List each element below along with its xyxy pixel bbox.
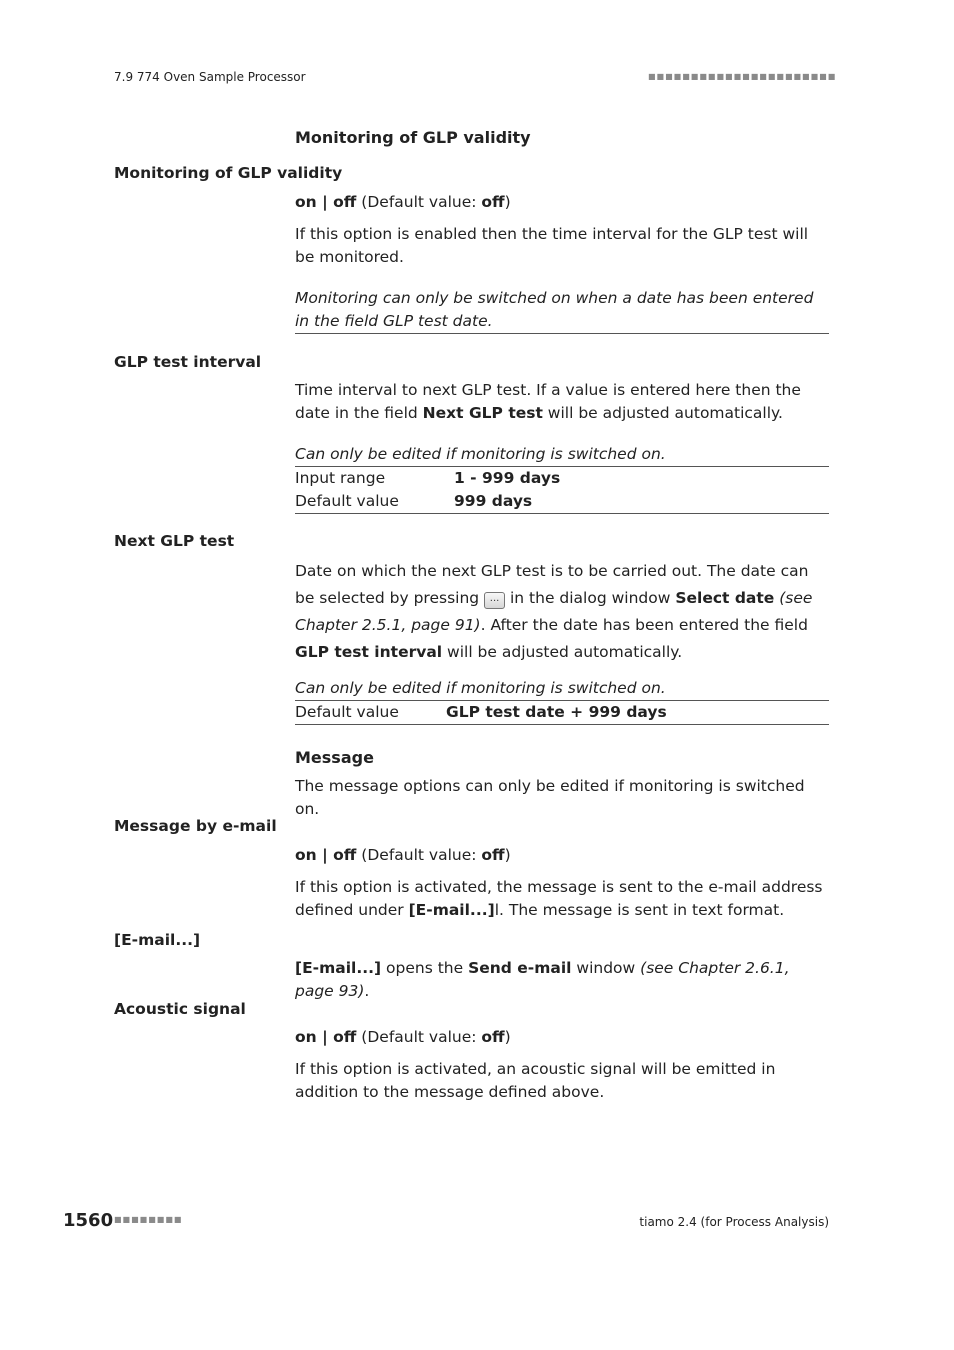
table-value: 999 days (454, 492, 533, 510)
email-btn-text-1: opens the (381, 959, 469, 977)
default-prefix: (Default value: (356, 1028, 482, 1046)
header-dots: ■■■■■■■■■■■■■■■■■■■■■■ (648, 72, 837, 81)
option-off: off (333, 1028, 357, 1046)
interval-label: GLP test interval (114, 353, 262, 371)
next-description (295, 558, 829, 666)
table-row (295, 467, 829, 490)
acoustic-options (295, 1026, 829, 1049)
email-btn-text-3: . (364, 981, 370, 1000)
table-key: Default value (295, 703, 399, 721)
option-sep: | (316, 1028, 334, 1046)
footer-product: tiamo 2.4 (for Process Analysis) (639, 1215, 829, 1229)
next-note: Can only be edited if monitoring is switched on. (295, 679, 666, 697)
next-desc-ref: (see Chapter 2.5.1, page 91) (295, 589, 813, 634)
email-description (295, 876, 829, 921)
table-key: Default value (295, 492, 399, 510)
default-suffix: ) (504, 1028, 511, 1046)
default-value: off (481, 846, 505, 864)
next-desc-bold-1: Select date (675, 589, 775, 607)
default-suffix: ) (504, 846, 511, 864)
section-title: Monitoring of GLP validity (295, 128, 531, 147)
option-on: on (295, 846, 317, 864)
running-header: 7.9 774 Oven Sample Processor (114, 70, 306, 84)
table-key: Input range (295, 469, 386, 487)
monitoring-options (295, 191, 829, 214)
default-prefix: (Default value: (356, 846, 482, 864)
footer-dots: ■■■■■■■■ (114, 1215, 183, 1224)
message-heading: Message (295, 748, 374, 767)
option-off: off (333, 846, 357, 864)
interval-desc-1: Time interval to next GLP test. If a value is entered here then the date in the field (295, 381, 801, 422)
table-value: GLP test date + 999 days (446, 703, 667, 721)
email-options (295, 844, 829, 867)
email-label: Message by e-mail (114, 817, 277, 835)
next-desc-bold-2: GLP test interval (295, 643, 443, 661)
email-desc-2: l. The message is sent in text format. (494, 900, 785, 919)
table-row (295, 490, 829, 513)
default-suffix: ) (504, 193, 511, 211)
acoustic-description: If this option is activated, an acoustic signal will be emitted in addition to the message defined above. (295, 1060, 776, 1101)
interval-desc-2: will be adjusted automatically. (542, 403, 783, 422)
interval-table (295, 466, 829, 514)
option-on: on (295, 1028, 317, 1046)
table-row (295, 701, 829, 724)
page-number: 1560 (63, 1210, 114, 1231)
next-table (295, 700, 829, 725)
default-value: off (481, 1028, 505, 1046)
email-desc-1: If this option is activated, the message is sent to the e-mail address defined under (295, 878, 823, 919)
table-value: 1 - 999 days (454, 469, 561, 487)
option-off: off (333, 193, 357, 211)
email-btn-bold-2: Send e-mail (468, 959, 572, 977)
default-value: off (481, 193, 505, 211)
acoustic-label: Acoustic signal (114, 1000, 246, 1018)
ellipsis-button-icon: ... (484, 592, 505, 609)
monitoring-note: Monitoring can only be switched on when a date has been entered in the field GLP test date. (295, 287, 829, 334)
email-btn-bold-1: [E-mail...] (295, 959, 382, 977)
interval-desc-bold: Next GLP test (422, 403, 543, 422)
next-desc-3: . After the date has been entered the field (480, 616, 808, 634)
email-button-label: [E-mail...] (114, 931, 201, 949)
email-btn-ref: (see Chapter 2.6.1, page 93) (295, 959, 790, 1000)
next-desc-1: Date on which the next GLP test is to be carried out. The date can be selected by pressing (295, 562, 809, 607)
next-label: Next GLP test (114, 532, 235, 550)
option-on: on (295, 193, 317, 211)
next-desc-2: in the dialog window (505, 589, 676, 607)
option-sep: | (316, 193, 334, 211)
interval-description (295, 379, 829, 424)
interval-note: Can only be edited if monitoring is switched on. (295, 445, 666, 463)
message-description: The message options can only be edited if monitoring is switched on. (295, 777, 805, 818)
monitoring-description: If this option is enabled then the time interval for the GLP test will be monitored. (295, 225, 809, 266)
option-sep: | (316, 846, 334, 864)
monitoring-label: Monitoring of GLP validity (114, 164, 343, 182)
email-desc-bold: [E-mail...] (408, 900, 495, 919)
email-button-description (295, 957, 829, 1002)
email-btn-text-2: window (571, 959, 641, 977)
next-desc-4: will be adjusted automatically. (442, 643, 683, 661)
default-prefix: (Default value: (356, 193, 482, 211)
